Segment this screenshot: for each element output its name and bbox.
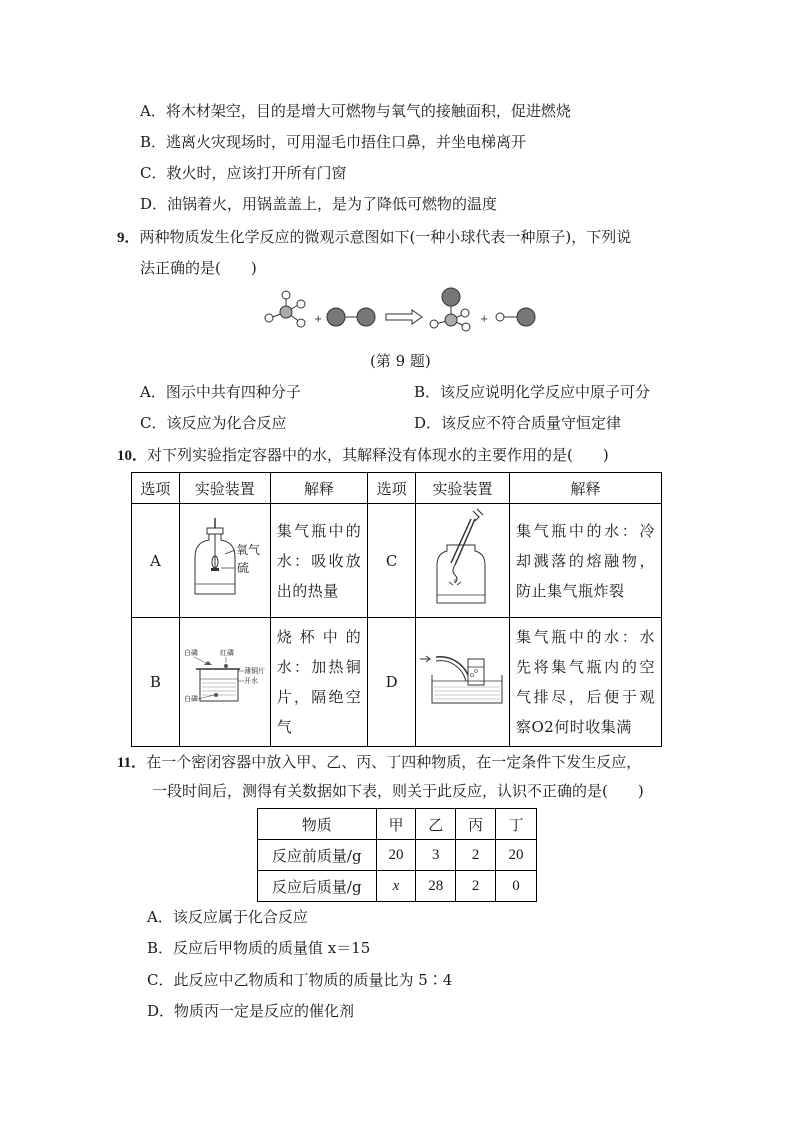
header-explanation-1: 解释 <box>270 473 368 504</box>
cell-after-bing: 2 <box>456 871 496 902</box>
q10-stem: 10．对下列实验指定容器中的水，其解释没有体现水的主要作用的是( ) <box>117 446 609 464</box>
q9-option-a: A．图示中共有四种分子 <box>140 383 301 401</box>
q10-number: 10． <box>117 448 148 464</box>
apparatus-c <box>415 504 509 618</box>
row-b-explanation: 烧杯中的水：加热铜片，隔绝空气 <box>270 618 368 747</box>
phosphorus-combustion-apparatus-icon <box>180 645 270 715</box>
table-row <box>258 840 537 871</box>
q9-caption: (第 9 题) <box>370 352 431 370</box>
q11-stem-line1: 11．在一个密闭容器中放入甲、乙、丙、丁四种物质，在一定条件下发生反应， <box>117 753 642 771</box>
header-substance: 物质 <box>258 809 377 840</box>
cell-before-bing: 2 <box>456 840 496 871</box>
row-d-explanation: 集气瓶中的水：水先将集气瓶内的空气排尽，后便于观察O2何时收集满 <box>509 618 661 747</box>
header-jia: 甲 <box>376 809 416 840</box>
label-white-phosphorus-bottom: 白磷 <box>183 695 198 703</box>
header-bing: 丙 <box>456 809 496 840</box>
table-row <box>258 871 537 902</box>
header-ding: 丁 <box>496 809 537 840</box>
q10-table <box>131 472 662 747</box>
q8-option-d: D．油锅着火，用锅盖盖上，是为了降低可燃物的温度 <box>140 195 498 213</box>
header-apparatus-1: 实验装置 <box>179 473 270 504</box>
q9-option-b: B．该反应说明化学反应中原子可分 <box>414 383 651 401</box>
q8-option-b: B．逃离火灾现场时，可用湿毛巾捂住口鼻，并坐电梯离开 <box>140 133 527 151</box>
header-option-2: 选项 <box>368 473 416 504</box>
row-b-option: B <box>132 618 180 747</box>
row-c-explanation: 集气瓶中的水：冷却溅落的熔融物，防止集气瓶炸裂 <box>509 504 661 618</box>
header-yi: 乙 <box>416 809 456 840</box>
q9-stem-line2: 法正确的是( ) <box>140 259 257 277</box>
q8-option-c: C．救火时，应该打开所有门窗 <box>140 164 347 182</box>
gas-collection-apparatus-icon <box>416 645 508 715</box>
label-copper-sheet: 薄铜片 <box>243 667 265 675</box>
row-a-explanation: 集气瓶中的水：吸收放出的热量 <box>270 504 368 618</box>
label-sulfur: 硫 <box>236 560 249 575</box>
row-d-option: D <box>368 618 416 747</box>
cell-before-yi: 3 <box>416 840 456 871</box>
q11-table <box>257 808 537 902</box>
header-apparatus-2: 实验装置 <box>415 473 509 504</box>
q11-option-d: D．物质丙一定是反应的催化剂 <box>147 1002 355 1020</box>
q9-option-d: D．该反应不符合质量守恒定律 <box>414 414 622 432</box>
label-white-phosphorus-top: 白磷 <box>183 649 198 657</box>
q9-option-c: C．该反应为化合反应 <box>140 414 287 432</box>
row-label-after: 反应后质量/g <box>258 871 377 902</box>
row-c-option: C <box>368 504 416 618</box>
reaction-diagram <box>262 286 542 336</box>
row-label-before: 反应前质量/g <box>258 840 377 871</box>
product-molecule-2 <box>496 308 535 326</box>
q11-option-c: C．此反应中乙物质和丁物质的质量比为 5∶4 <box>147 971 453 989</box>
cell-before-ding: 20 <box>496 840 537 871</box>
plus-sign-2: + <box>480 314 489 325</box>
apparatus-a <box>179 504 270 618</box>
cell-after-ding: 0 <box>496 871 537 902</box>
label-red-phosphorus: 红磷 <box>219 649 234 657</box>
table-header-row <box>132 473 662 504</box>
q9-number: 9． <box>117 230 140 246</box>
q8-option-a: A．将木材架空，目的是增大可燃物与氧气的接触面积，促进燃烧 <box>140 102 571 120</box>
header-explanation-2: 解释 <box>509 473 661 504</box>
cell-after-jia: x <box>376 871 416 902</box>
plus-sign-1: + <box>314 314 323 325</box>
row-a-option: A <box>132 504 180 618</box>
q11-number: 11． <box>117 755 147 771</box>
reaction-arrow-icon <box>386 310 422 324</box>
header-option-1: 选项 <box>132 473 180 504</box>
cell-after-yi: 28 <box>416 871 456 902</box>
q11-option-a: A．该反应属于化合反应 <box>147 908 308 926</box>
label-hot-water: 开水 <box>243 677 258 685</box>
reactant-molecule-1 <box>265 291 305 327</box>
sulfur-burning-apparatus-icon <box>181 514 269 604</box>
q11-option-b: B．反应后甲物质的质量值 x＝15 <box>147 939 371 957</box>
reactant-molecule-2 <box>327 308 375 326</box>
table-header-row <box>258 809 537 840</box>
cell-before-jia: 20 <box>376 840 416 871</box>
apparatus-d <box>415 618 509 747</box>
iron-wire-burning-apparatus-icon <box>417 505 507 613</box>
q9-stem-line1: 9．两种物质发生化学反应的微观示意图如下(一种小球代表一种原子)，下列说 <box>117 228 632 246</box>
q11-stem-line2: 一段时间后，测得有关数据如下表，则关于此反应，认识不正确的是( ) <box>152 782 644 800</box>
apparatus-b <box>179 618 270 747</box>
table-row <box>132 618 662 747</box>
product-molecule-1 <box>430 288 470 331</box>
label-oxygen: 氧气 <box>235 542 260 557</box>
table-row <box>132 504 662 618</box>
